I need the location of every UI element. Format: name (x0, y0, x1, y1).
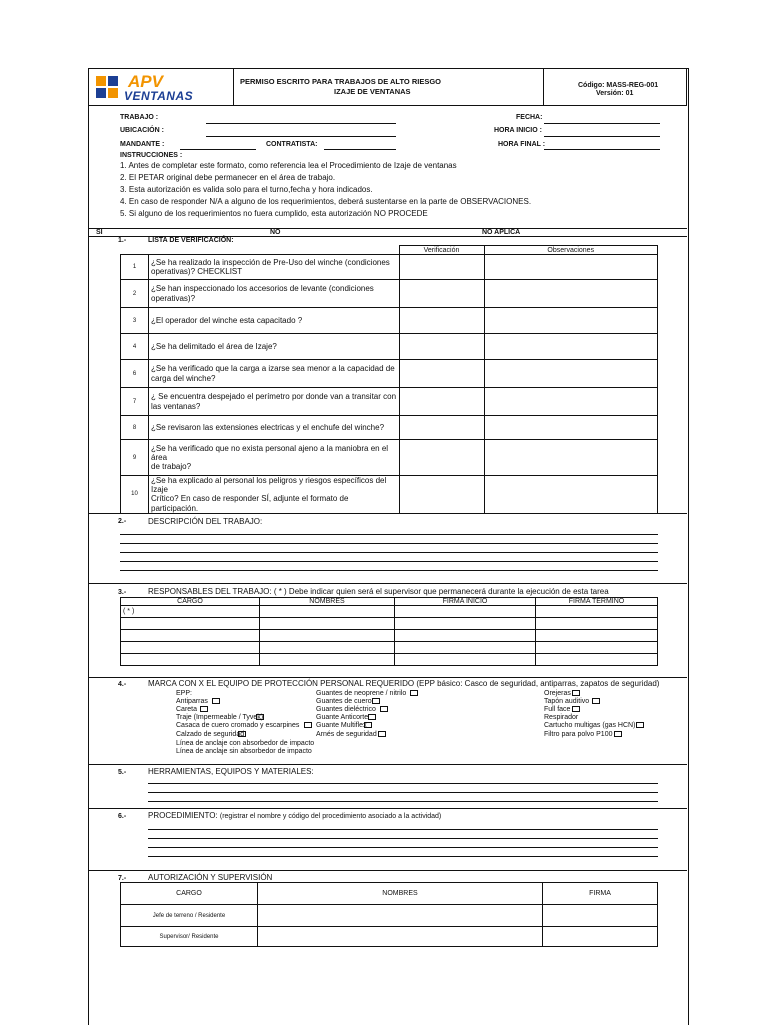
auth-signature-cell[interactable] (543, 927, 658, 947)
responsable-cell[interactable] (395, 606, 536, 618)
epp-checkbox[interactable] (368, 714, 376, 720)
responsable-cell[interactable] (395, 654, 536, 666)
verification-cell[interactable] (399, 280, 484, 308)
verification-cell[interactable] (399, 255, 484, 280)
epp-item: Full face (544, 706, 571, 713)
epp-item: Antiparras (176, 698, 208, 705)
instruction-item: 1. Antes de completar este formato, como referencia lea el Procedimiento de Izaje de ventanas (120, 161, 457, 170)
label-contratista: CONTRATISTA: (266, 141, 318, 148)
verification-cell[interactable] (399, 334, 484, 360)
checklist-row: 8 ¿Se revisaron las extensiones electricas y el enchufe del winche? (121, 416, 658, 440)
epp-checkbox[interactable] (212, 698, 220, 704)
responsables-table: CARGO NOMBRES FIRMA INICIO FIRMA TERMINO ( * ) (120, 597, 658, 666)
description-line[interactable] (120, 543, 658, 544)
section6-number: 6.- (118, 813, 127, 820)
input-trabajo[interactable] (206, 123, 396, 124)
section2-number: 2.- (118, 518, 127, 525)
section7-title: AUTORIZACIÓN Y SUPERVISIÓN (148, 873, 273, 882)
checklist-row: 4 ¿Se ha delimitado el área de Izaje? (121, 334, 658, 360)
section1-number: 1.- (118, 237, 127, 244)
auth-row-supervisor: Supervisor/ Residente (121, 927, 258, 947)
description-line[interactable] (120, 570, 658, 571)
observation-cell[interactable] (484, 388, 658, 416)
instruction-item: 4. En caso de responder N/A a alguno de los requerimientos, deberá sustentarse en la parte de OBSERVACIONES. (120, 197, 532, 206)
epp-item: Tapón auditivo (544, 698, 590, 705)
epp-item: Respirador (544, 714, 579, 721)
epp-checkbox[interactable] (410, 690, 418, 696)
observation-cell[interactable] (484, 360, 658, 388)
section2-title: DESCRIPCIÓN DEL TRABAJO: (148, 517, 263, 526)
legend-si: SI (96, 229, 103, 236)
epp-item: Traje (Impermeable / Tyvek) (176, 714, 264, 721)
instruction-item: 2. El PETAR original debe permanecer en el área de trabajo. (120, 173, 336, 182)
legend-no: NO (270, 229, 281, 236)
checklist-row: 10 ¿Se ha explicado al personal los peligros y riesgos específicos del Izaje Crítico? En caso de responder SÍ, adjunte el formato de participación. (121, 476, 658, 514)
auth-name-cell[interactable] (258, 927, 543, 947)
checklist-row: 2 ¿Se han inspeccionado los accesorios de levante (condiciones operativas)? (121, 280, 658, 308)
section5-title: HERRAMIENTAS, EQUIPOS Y MATERIALES: (148, 767, 314, 776)
verification-cell[interactable] (399, 360, 484, 388)
section3-title: RESPONSABLES DEL TRABAJO: ( * ) Debe indicar quien será el supervisor que permanecerá durante la ejecución de esta tarea (148, 587, 609, 596)
input-hora-inicio[interactable] (544, 136, 660, 137)
checklist-row: 7 ¿ Se encuentra despejado el perímetro por donde van a transitar con las ventanas? (121, 388, 658, 416)
epp-checkbox[interactable] (378, 731, 386, 737)
observation-cell[interactable] (484, 334, 658, 360)
responsable-cell[interactable] (395, 618, 536, 630)
procedure-line[interactable] (148, 838, 658, 839)
label-mandante: MANDANTE : (120, 141, 165, 148)
description-line[interactable] (120, 561, 658, 562)
form-title-line2: IZAJE DE VENTANAS (334, 87, 411, 96)
epp-checkbox[interactable] (364, 722, 372, 728)
input-fecha[interactable] (544, 123, 660, 124)
checklist-row: 6 ¿Se ha verificado que la carga a izarse sea menor a la capacidad de carga del winche? (121, 360, 658, 388)
responsable-cell[interactable] (260, 642, 395, 654)
form-version: Versión: 01 (596, 90, 634, 97)
epp-checkbox[interactable] (304, 722, 312, 728)
epp-checkbox[interactable] (256, 714, 264, 720)
epp-item: Línea de anclaje sin absorbedor de impacto (176, 748, 312, 755)
form-code: Código: MASS-REG-001 (578, 82, 659, 89)
col-observaciones: Observaciones (484, 246, 658, 255)
observation-cell[interactable] (484, 280, 658, 308)
observation-cell[interactable] (484, 440, 658, 476)
verification-cell[interactable] (399, 308, 484, 334)
epp-item: Guantes de neoprene / nitrilo (316, 690, 407, 697)
tools-line[interactable] (148, 801, 658, 802)
epp-item: Filtro para polvo P100 (544, 731, 613, 738)
epp-item: Casaca de cuero cromado y escarpines (176, 722, 300, 729)
logo-text-bottom: VENTANAS (124, 89, 194, 103)
logo-text-top: APV (128, 72, 163, 91)
epp-item: Cartucho multigas (gas HCN) (544, 722, 636, 729)
observation-cell[interactable] (484, 476, 658, 514)
epp-checkbox[interactable] (238, 731, 246, 737)
epp-item: Orejeras (544, 690, 571, 697)
section4-title: MARCA CON X EL EQUIPO DE PROTECCIÓN PERSONAL REQUERIDO (EPP básico: Casco de seguridad, antiparras, zapatos de seguridad) (148, 679, 660, 688)
col-verificacion: Verificación (399, 246, 484, 255)
instructions-heading: INSTRUCCIONES : (120, 152, 183, 159)
label-fecha: FECHA: (516, 114, 543, 121)
responsable-cell[interactable] (536, 630, 658, 642)
procedure-line[interactable] (148, 829, 658, 830)
epp-item: Arnés de seguridad (316, 731, 377, 738)
responsable-cell[interactable] (260, 654, 395, 666)
auth-name-cell[interactable] (258, 905, 543, 927)
company-logo (94, 74, 234, 104)
checklist-row: 9 ¿Se ha verificado que no exista personal ajeno a la maniobra en el área de trabajo? (121, 440, 658, 476)
description-line[interactable] (120, 552, 658, 553)
input-contratista[interactable] (324, 149, 396, 150)
responsable-cell[interactable] (121, 654, 260, 666)
responsable-cell[interactable] (536, 654, 658, 666)
auth-signature-cell[interactable] (543, 905, 658, 927)
section4-number: 4.- (118, 681, 127, 688)
tools-line[interactable] (148, 783, 658, 784)
epp-item: Línea de anclaje con absorbedor de impacto (176, 740, 315, 747)
responsable-cell[interactable] (121, 630, 260, 642)
epp-item: Guantes de cuero (316, 698, 372, 705)
responsable-cell[interactable] (121, 642, 260, 654)
label-ubicacion: UBICACIÓN : (120, 127, 164, 134)
epp-checkbox[interactable] (572, 706, 580, 712)
input-mandante[interactable] (180, 149, 256, 150)
epp-checkbox[interactable] (372, 698, 380, 704)
epp-item: Calzado de seguridad (176, 731, 245, 738)
label-hora-final: HORA FINAL : (498, 141, 546, 148)
responsable-cell[interactable] (260, 618, 395, 630)
label-hora-inicio: HORA INICIO : (494, 127, 542, 134)
verification-cell[interactable] (399, 416, 484, 440)
epp-checkbox[interactable] (572, 690, 580, 696)
epp-item: Guante Multiflex (316, 722, 367, 729)
checklist-row: 1 ¿Se ha realizado la inspección de Pre-Uso del winche (condiciones operativas)? CHECKLIST (121, 255, 658, 280)
responsable-cell[interactable] (395, 642, 536, 654)
responsable-cell[interactable] (536, 606, 658, 618)
responsable-cell[interactable] (536, 642, 658, 654)
responsable-cell[interactable] (260, 606, 395, 618)
checklist-row: 3 ¿El operador del winche esta capacitado ? (121, 308, 658, 334)
verification-cell[interactable] (399, 440, 484, 476)
section1-title: LISTA DE VERIFICACIÓN: (148, 237, 234, 244)
verification-cell[interactable] (399, 476, 484, 514)
tools-line[interactable] (148, 792, 658, 793)
epp-checkbox[interactable] (592, 698, 600, 704)
observation-cell[interactable] (484, 308, 658, 334)
instruction-item: 5. Si alguno de los requerimientos no fuera cumplido, esta autorización NO PROCEDE (120, 209, 428, 218)
section7-number: 7.- (118, 875, 127, 882)
legend-na: NO APLICA (482, 229, 521, 236)
section6-title: PROCEDIMIENTO: (registrar el nombre y código del procedimiento asociado a la actividad) (148, 811, 442, 820)
auth-row-jefe: Jefe de terreno / Residente (121, 905, 258, 927)
epp-item: Guantes dieléctrico (316, 706, 376, 713)
checklist-table (120, 245, 658, 514)
epp-item: Guante Anticorte (316, 714, 369, 721)
verification-cell[interactable] (399, 388, 484, 416)
responsable-cell[interactable] (260, 630, 395, 642)
epp-checkbox[interactable] (200, 706, 208, 712)
label-trabajo: TRABAJO : (120, 114, 159, 121)
responsable-cell[interactable] (536, 618, 658, 630)
form-title-line1: PERMISO ESCRITO PARA TRABAJOS DE ALTO RIESGO (240, 77, 441, 86)
description-line[interactable] (120, 534, 658, 535)
authorization-table: CARGO NOMBRES FIRMA Jefe de terreno / Residente Supervisor/ Residente (120, 882, 658, 947)
input-hora-final[interactable] (544, 149, 660, 150)
responsable-cell[interactable]: ( * ) (121, 606, 260, 618)
epp-checkbox[interactable] (636, 722, 644, 728)
section3-number: 3.- (118, 589, 127, 596)
instruction-item: 3. Esta autorización es valida solo para el turno,fecha y hora indicados. (120, 185, 373, 194)
epp-checkbox[interactable] (614, 731, 622, 737)
procedure-line[interactable] (148, 847, 658, 848)
epp-item: Careta (176, 706, 198, 713)
observation-cell[interactable] (484, 416, 658, 440)
section5-number: 5.- (118, 769, 127, 776)
responsable-cell[interactable] (395, 630, 536, 642)
responsable-cell[interactable] (121, 618, 260, 630)
procedure-line[interactable] (148, 856, 658, 857)
observation-cell[interactable] (484, 255, 658, 280)
epp-checkbox[interactable] (380, 706, 388, 712)
epp-label: EPP: (176, 690, 192, 697)
input-ubicacion[interactable] (206, 136, 396, 137)
